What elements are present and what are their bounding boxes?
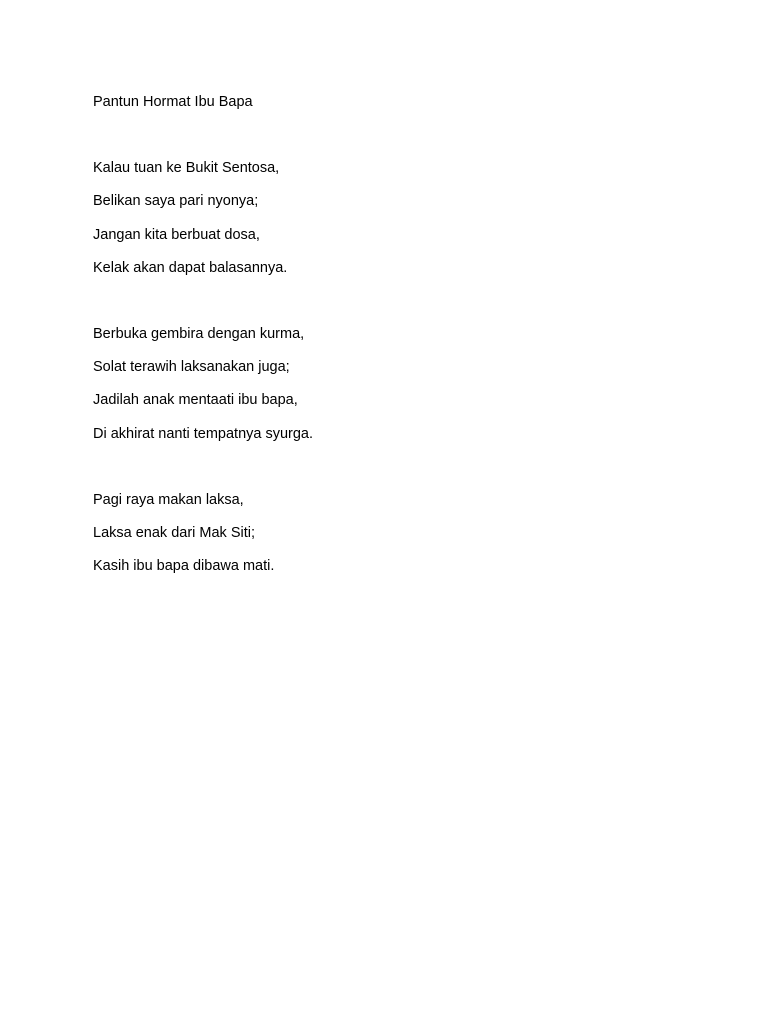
verse-line: Solat terawih laksanakan juga;: [93, 359, 290, 376]
verse-line: Jadilah anak mentaati ibu bapa,: [93, 392, 298, 409]
document-body: [93, 92, 693, 622]
verse-line: Pagi raya makan laksa,: [93, 491, 244, 508]
verse-line: Jangan kita berbuat dosa,: [93, 226, 260, 243]
verse-line: Berbuka gembira dengan kurma,: [93, 325, 305, 342]
verse-line: Di akhirat nanti tempatnya syurga.: [93, 425, 314, 442]
stanza-1: [93, 158, 693, 278]
verse-line: Belikan saya pari nyonya;: [93, 193, 259, 210]
stanza-2: [93, 324, 693, 444]
verse-line: Kelak akan dapat balasannya.: [93, 259, 288, 276]
verse-line: Kasih ibu bapa dibawa mati.: [93, 558, 275, 575]
document-title: Pantun Hormat Ibu Bapa: [93, 94, 253, 110]
verse-line: Kalau tuan ke Bukit Sentosa,: [93, 160, 280, 176]
verse-line: Laksa enak dari Mak Siti;: [93, 525, 255, 542]
stanza-3: [93, 490, 693, 577]
